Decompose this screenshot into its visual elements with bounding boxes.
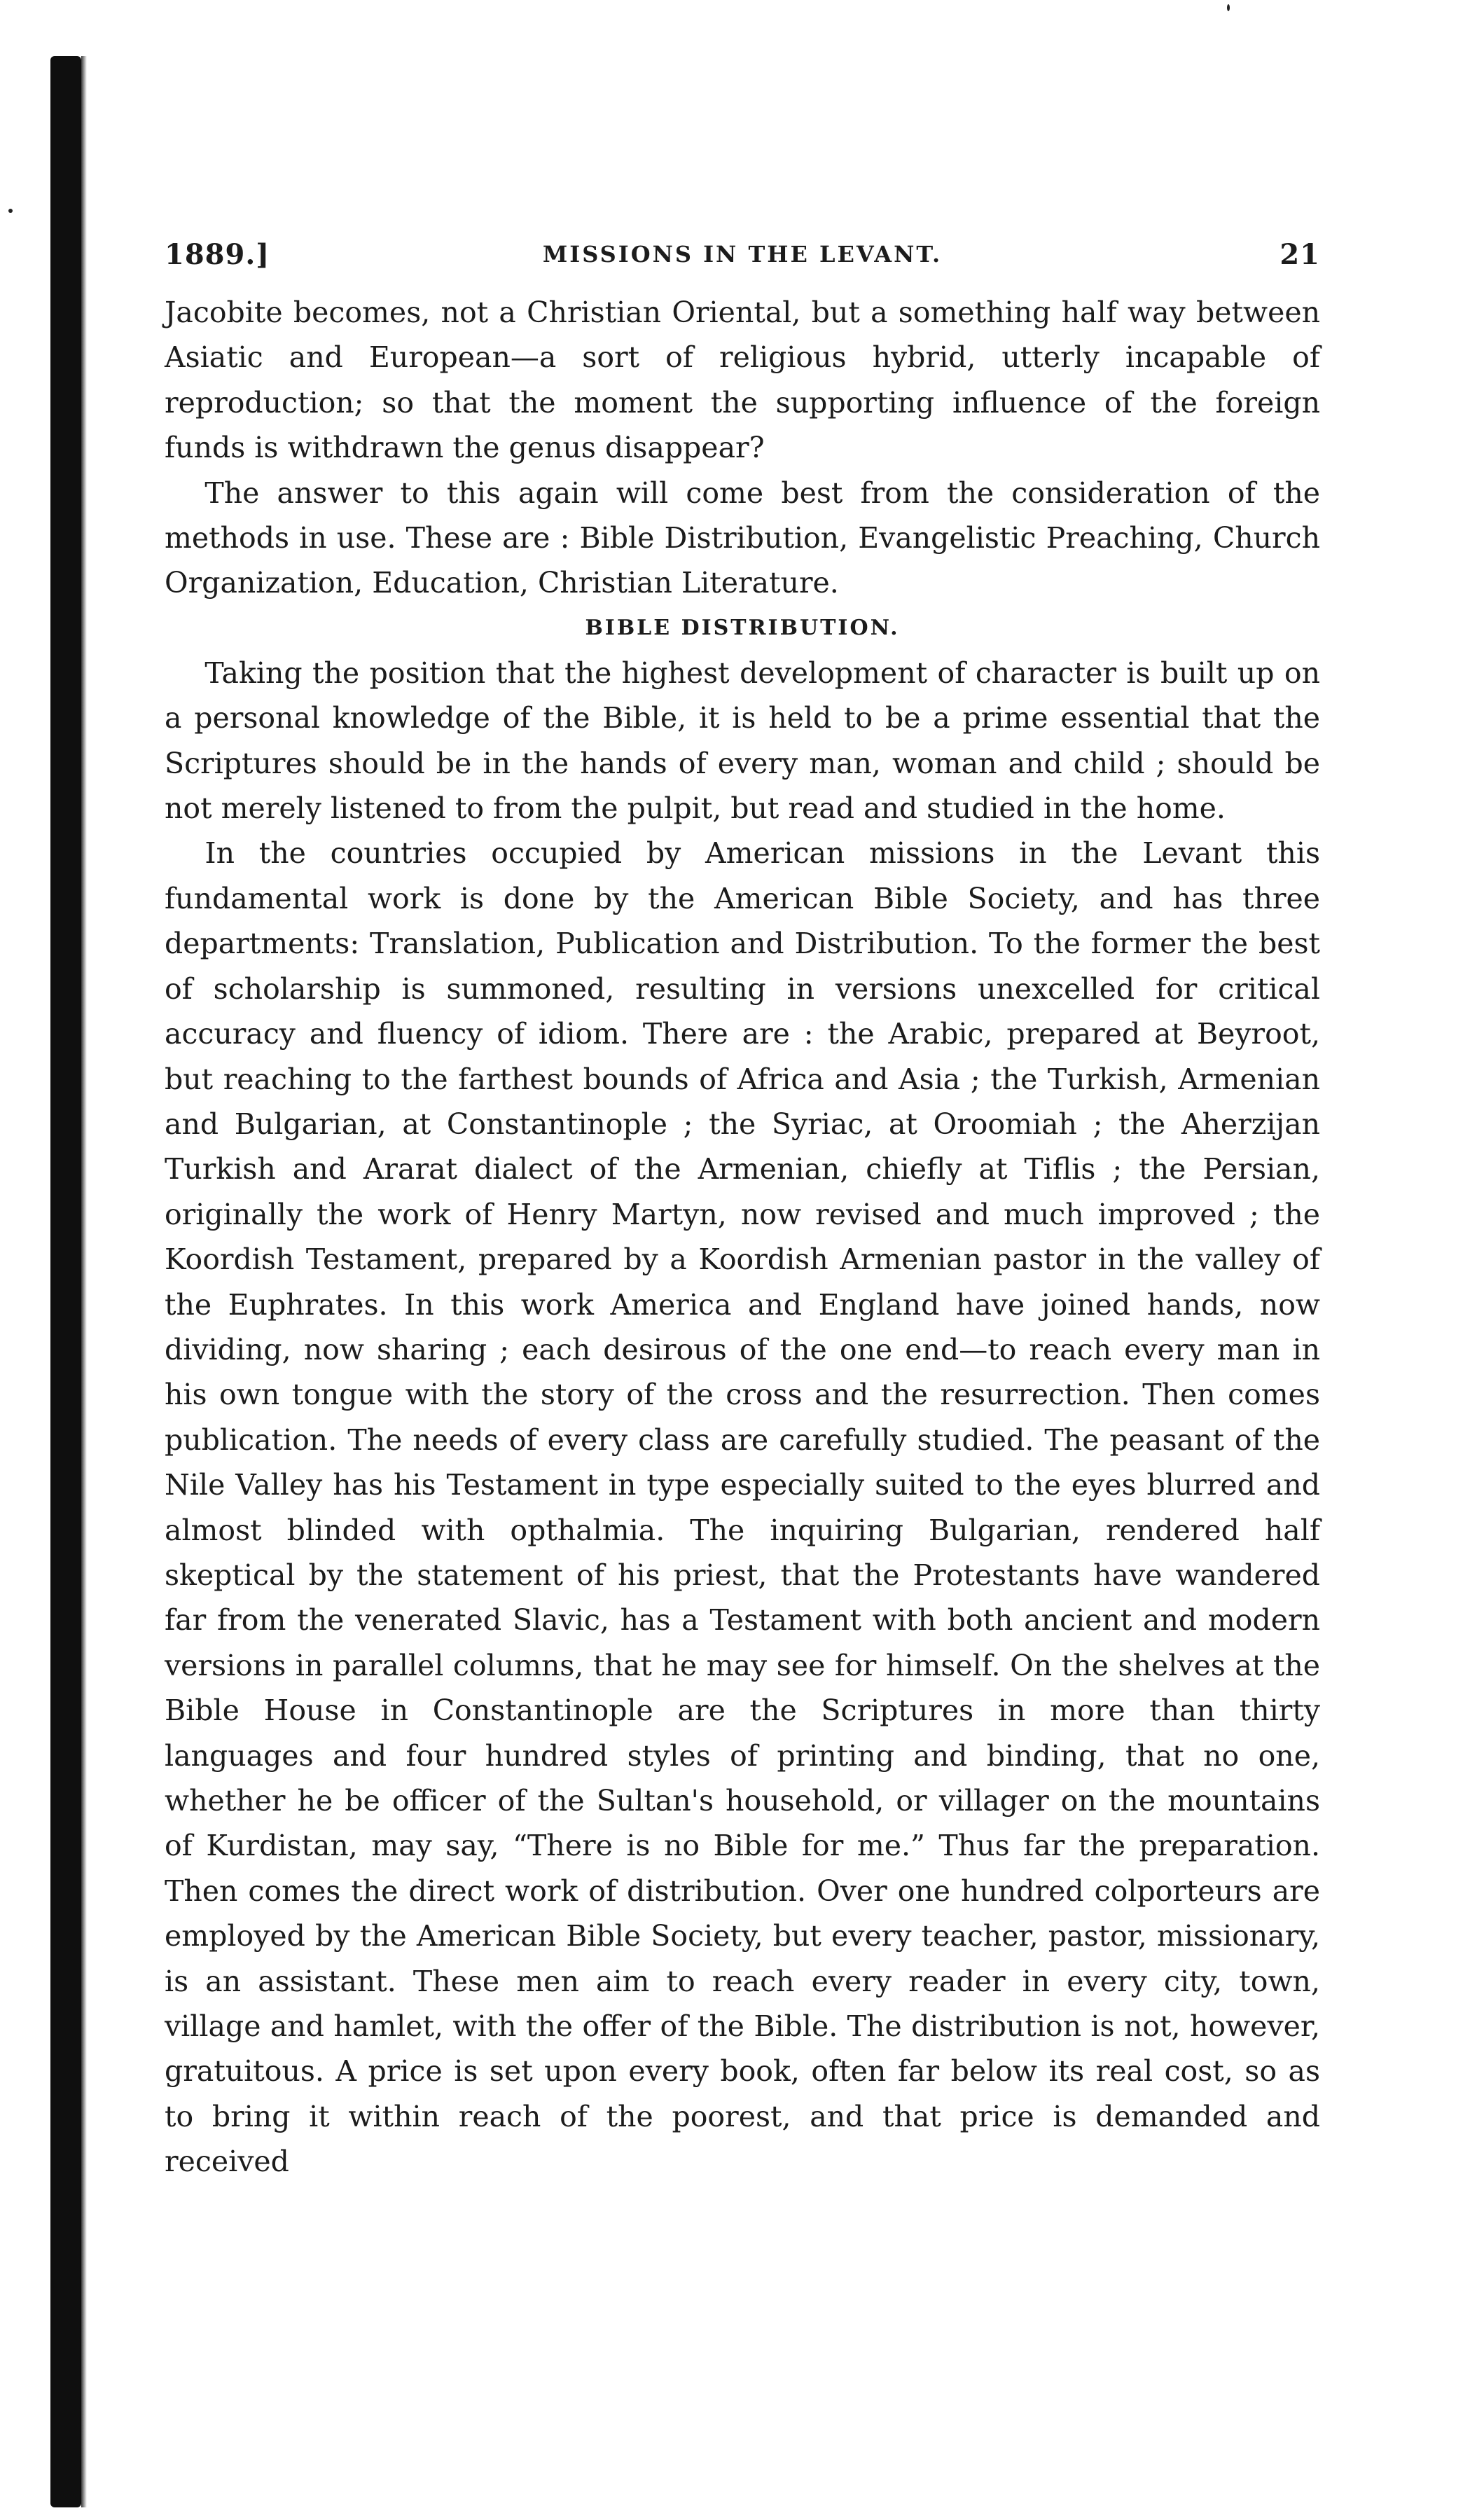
section-heading: BIBLE DISTRIBUTION. xyxy=(585,615,900,640)
page-body xyxy=(165,290,1320,2185)
page-number: 21 xyxy=(1280,238,1320,271)
paragraph-methods: The answer to this again will come best from the consideration of the methods in use. These are : Bible Distribution, Evangelistic Preaching, Church Organization, Education, Christian Literature. xyxy=(165,476,1320,600)
page-binding-shadow xyxy=(50,56,81,2507)
book-page xyxy=(165,238,1320,2185)
header-year: 1889.] xyxy=(165,238,270,271)
header-title: MISSIONS IN THE LEVANT. xyxy=(542,241,943,268)
paragraph-bible-society: In the countries occupied by American missions in the Levant this fundamental work is done by the American Bible Society, and has three departments: Translation, Publication and Distribution. To the former the best of scholarship is summoned, resulting in versions unexcelled for critical accuracy and fluency of idiom. There are : the Arabic, prepared at Beyroot, but reaching to the farthest bounds of Africa and Asia ; the Turkish, Armenian and Bulgarian, at Constantinople ; the Syriac, at Oroomiah ; the Aherzijan Turkish and Ararat dialect of the Armenian, chiefly at Tiflis ; the Persian, originally the work of Henry Martyn, now revised and much improved ; the Koordish Testament, prepared by a Koordish Armenian pastor in the valley of the Euphrates. In this work America and England have joined hands, now dividing, now sharing ; each desirous of the one end—to reach every man in his own tongue with the story of the cross and the resurrection. Then comes publication. The needs of every class are carefully studied. The peasant of the Nile Valley has his Testament in type especially suited to the eyes blurred and almost blinded with opthalmia. The inquiring Bulgarian, rendered half skeptical by the statement of his priest, that the Protestants have wandered far from the venerated Slavic, has a Testament with both ancient and modern versions in parallel columns, that he may see for himself. On the shelves at the Bible House in Constantinople are the Scriptures in more than thirty languages and four hundred styles of printing and binding, that no one, whether he be officer of the Sultan's household, or villager on the mountains of Kurdistan, may say, “There is no Bible for me.” Thus far the preparation. Then comes the direct work of distribution. Over one hundred colporteurs are employed by the American Bible Society, but every teacher, pastor, missionary, is an assistant. These men aim to reach every reader in every city, town, village and hamlet, with the offer of the Bible. The distribution is not, however, gratuitous. A price is set upon every book, often far below its real cost, so as to bring it within reach of the poorest, and that price is demanded and received xyxy=(165,836,1320,2179)
paragraph-bible-position: Taking the position that the highest development of character is built up on a personal knowledge of the Bible, it is held to be a prime essential that the Scriptures should be in the hands of every man, woman and child ; should be not merely listened to from the pulpit, but read and studied in the home. xyxy=(165,656,1320,826)
scan-speck xyxy=(8,209,13,213)
running-header xyxy=(165,238,1320,290)
scan-speck xyxy=(1227,4,1230,11)
paragraph-continued: Jacobite becomes, not a Christian Oriental, but a something half way between Asiatic and European—a sort of religious hybrid, utterly incapable of reproduction; so that the moment the supporting influence of the foreign funds is withdrawn the genus disappear? xyxy=(165,296,1320,465)
